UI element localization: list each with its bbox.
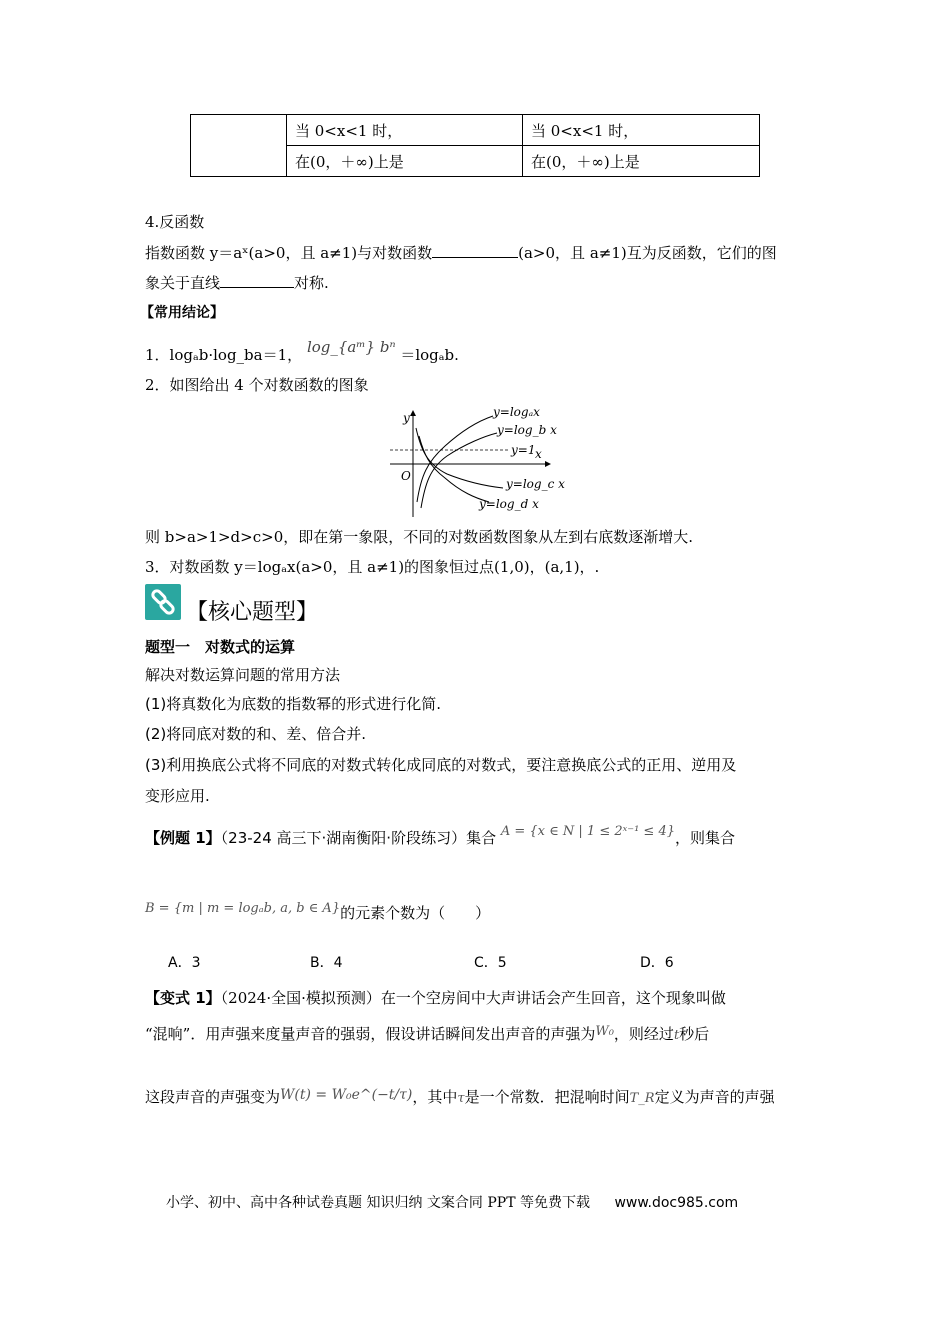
conclusion-3: 3．对数函数 y＝logₐx(a>0，且 a≠1)的图象恒过点(1,0)，(a,1)，. — [145, 558, 600, 576]
y-axis-label: y — [403, 411, 410, 425]
log-graph — [385, 402, 565, 518]
curve-log-c — [416, 428, 503, 488]
text: 定义为声音的声强 — [654, 1088, 775, 1106]
variant-tag: 【变式 1】 — [145, 989, 221, 1007]
table-cell — [191, 115, 287, 177]
w0-symbol: W₀ — [595, 1024, 614, 1039]
set-a-formula: A = {x ∈ N | 1 ≤ 2ˣ⁻¹ ≤ 4} — [500, 824, 676, 839]
y-arrow — [410, 410, 416, 416]
t-symbol: t — [673, 1028, 680, 1043]
question-text: 的元素个数为（ ） — [340, 904, 491, 922]
label-y-1: y=1 — [511, 443, 536, 457]
table-cell: 当 0<x<1 时， — [523, 115, 760, 146]
label-log-a: y=logₐx — [493, 405, 540, 419]
text: 这段声音的声强变为 — [145, 1088, 281, 1106]
text: ＝logₐb. — [400, 346, 459, 364]
label-log-c: y=log_c x — [506, 477, 565, 491]
conclusion-1 — [145, 338, 459, 365]
table-cell: 当 0<x<1 时， — [287, 115, 523, 146]
table-row — [191, 115, 760, 146]
fill-blank — [432, 243, 518, 258]
option-b[interactable]: B．4 — [310, 955, 343, 971]
fill-blank — [220, 273, 294, 288]
paragraph-line — [145, 242, 777, 263]
method-2: (2)将同底对数的和、差、倍合并. — [145, 725, 367, 743]
footer-caption: 小学、初中、高中各种试卷真题 知识归纳 文案合同 PPT 等免费下载 — [166, 1195, 590, 1211]
core-title: 【核心题型】 — [186, 600, 319, 625]
curve-log-d — [419, 436, 489, 502]
link-icon — [145, 584, 181, 620]
variant-1-line2 — [145, 1023, 709, 1044]
comparison-table — [190, 114, 760, 177]
tau-symbol: τ — [457, 1091, 465, 1106]
log-formula: log_{aᵐ} bⁿ — [306, 338, 396, 356]
variant-1-line1 — [145, 987, 726, 1008]
text: ，其中 — [412, 1088, 458, 1106]
x-arrow — [545, 461, 551, 467]
text: (a>0，且 a≠1)互为反函数，它们的图 — [518, 244, 777, 262]
conclusions-heading: 【常用结论】 — [140, 305, 224, 321]
method-1: (1)将真数化为底数的指数幂的形式进行化简. — [145, 695, 442, 713]
variant-1-line3 — [145, 1086, 775, 1107]
footer-site[interactable]: www.doc985.com — [614, 1195, 739, 1211]
label-log-b: y=log_b x — [497, 423, 557, 437]
text: 1．logₐb·log_ba＝1， — [145, 346, 303, 364]
option-d[interactable]: D．6 — [640, 955, 674, 971]
text: 是一个常数．把混响时间 — [464, 1088, 630, 1106]
text: ，则经过 — [613, 1025, 674, 1043]
type-heading: 题型一 对数式的运算 — [145, 638, 296, 656]
option-c[interactable]: C．5 — [474, 955, 507, 971]
text: 象关于直线 — [145, 274, 221, 292]
text: 秒后 — [679, 1025, 710, 1043]
footer-text — [166, 1192, 738, 1212]
conclusion-2-result: 则 b>a>1>d>c>0，即在第一象限，不同的对数函数图象从左到右底数逐渐增大. — [145, 528, 694, 546]
example-1-line2 — [145, 902, 490, 923]
method-3-line1: (3)利用换底公式将不同底的对数式转化成同底的对数式，要注意换底公式的正用、逆用及 — [145, 756, 737, 774]
example-1-line1 — [145, 824, 736, 848]
example-tag: 【例题 1】 — [145, 829, 221, 847]
intensity-formula: W(t) = W₀e^(−t/τ) — [280, 1087, 413, 1103]
text: “混响”．用声强来度量声音的强弱，假设讲话瞬间发出声音的声强为 — [145, 1025, 596, 1043]
method-3-line2: 变形应用. — [145, 787, 210, 805]
table-cell: 在(0，＋∞)上是 — [523, 146, 760, 177]
text: 对称. — [294, 274, 329, 292]
paragraph-line — [145, 272, 329, 293]
method-intro: 解决对数运算问题的常用方法 — [145, 666, 341, 684]
tr-symbol: T_R — [629, 1091, 655, 1106]
origin-label: O — [401, 469, 411, 483]
set-b-formula: B = {m | m = logₐb, a, b ∈ A} — [145, 901, 341, 916]
example-source: （23-24 高三下·湖南衡阳·阶段练习）集合 — [220, 829, 497, 847]
text: 指数函数 y＝aˣ(a>0，且 a≠1)与对数函数 — [145, 244, 433, 262]
x-axis-label: x — [535, 447, 542, 461]
label-log-d: y=log_d x — [479, 497, 539, 511]
conclusion-2: 2．如图给出 4 个对数函数的图象 — [145, 376, 369, 394]
table-cell: 在(0，＋∞)上是 — [287, 146, 523, 177]
section-heading: 4.反函数 — [145, 213, 205, 231]
text: ，则集合 — [675, 829, 736, 847]
option-a[interactable]: A．3 — [168, 955, 201, 971]
text: （2024·全国·模拟预测）在一个空房间中大声讲话会产生回音，这个现象叫做 — [220, 989, 726, 1007]
